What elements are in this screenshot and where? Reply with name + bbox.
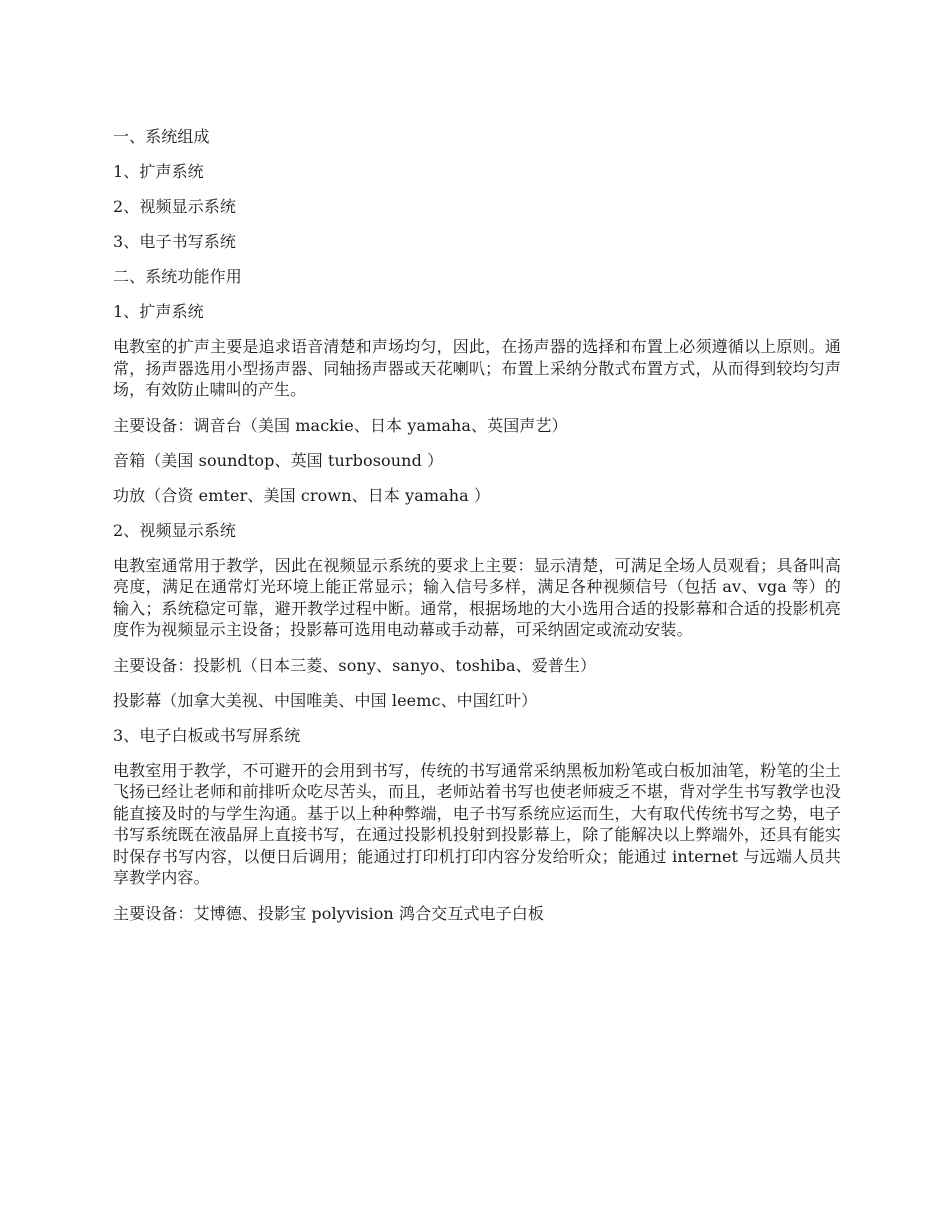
paragraph-video-display: 电教室通常用于教学，因此在视频显示系统的要求上主要：显示清楚，可满足全场人员观看；具备叫高亮度，满足在通常灯光环境上能正常显示；输入信号多样，满足各种视频信号（包括 av、vga 等）的输入；系统稳定可靠，避开教学过程中断。通常，根据场地的大小选用合适的投影幕和合适的投影机亮度作为视频显示主设备；投影幕可选用电动幕或手动幕，可采纳固定或流动安装。 xyxy=(113,555,841,639)
heading-system-functions: 二、系统功能作用 xyxy=(113,267,242,286)
equipment-amplifier: 功放（合资 emter、美国 crown、日本 yamaha ） xyxy=(113,485,491,505)
equipment-projection-screen: 投影幕（加拿大美视、中国唯美、中国 leemc、中国红叶） xyxy=(113,690,538,710)
equipment-whiteboard: 主要设备：艾博德、投影宝 polyvision 鸿合交互式电子白板 xyxy=(113,903,544,923)
paragraph-sound-system: 电教室的扩声主要是追求语音清楚和声场均匀，因此，在扬声器的选择和布置上必须遵循以上原则。通常，扬声器选用小型扬声器、同轴扬声器或天花喇叭；布置上采纳分散式布置方式，从而得到较均匀声场，有效防止啸叫的产生。 xyxy=(113,337,841,399)
list-item-electronic-writing: 3、电子书写系统 xyxy=(113,232,236,251)
subheading-sound-system: 1、扩声系统 xyxy=(113,302,204,321)
heading-system-composition: 一、系统组成 xyxy=(113,127,210,146)
document-page xyxy=(113,126,841,938)
list-item-video-display: 2、视频显示系统 xyxy=(113,197,236,216)
subheading-video-display: 2、视频显示系统 xyxy=(113,520,236,540)
subheading-whiteboard: 3、电子白板或书写屏系统 xyxy=(113,725,301,745)
equipment-speakers: 音箱（美国 soundtop、英国 turbosound ） xyxy=(113,450,444,470)
equipment-mixer: 主要设备：调音台（美国 mackie、日本 yamaha、英国声艺） xyxy=(113,415,568,435)
equipment-projector: 主要设备：投影机（日本三菱、sony、sanyo、toshiba、爱普生） xyxy=(113,655,597,675)
paragraph-whiteboard: 电教室用于教学，不可避开的会用到书写，传统的书写通常采纳黑板加粉笔或白板加油笔，粉笔的尘土飞扬已经让老师和前排听众吃尽苦头，而且，老师站着书写也使老师疲乏不堪，背对学生书写教学也没能直接及时的与学生沟通。基于以上种种弊端，电子书写系统应运而生，大有取代传统书写之势，电子书写系统既在液晶屏上直接书写，在通过投影机投射到投影幕上，除了能解决以上弊端外，还具有能实时保存书写内容，以便日后调用；能通过打印机打印内容分发给听众；能通过 internet 与远端人员共享教学内容。 xyxy=(113,760,841,887)
list-item-sound-system: 1、扩声系统 xyxy=(113,162,204,181)
